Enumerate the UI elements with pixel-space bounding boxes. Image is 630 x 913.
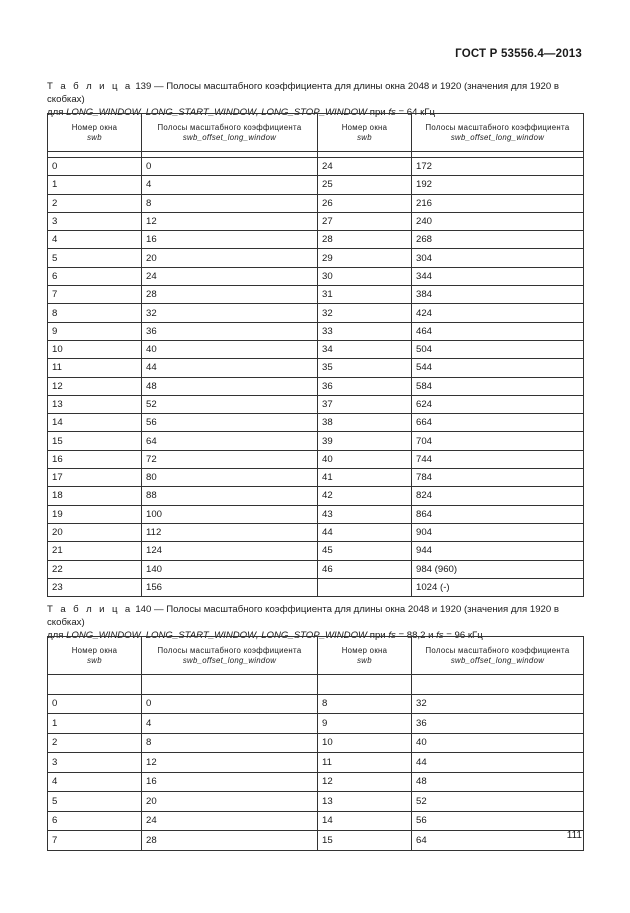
table-cell: 25 <box>318 176 412 194</box>
window-type-long-start: LONG_START_WINDOW, <box>145 107 259 118</box>
table-cell: 19 <box>48 505 142 523</box>
table-row <box>48 831 584 851</box>
table-cell: 13 <box>48 395 142 413</box>
table-cell: 100 <box>142 505 318 523</box>
table-cell: 44 <box>142 359 318 377</box>
table-cell: 0 <box>142 694 318 714</box>
table-cell: 28 <box>142 286 318 304</box>
window-type-long: LONG_WINDOW, <box>66 630 144 641</box>
table-row <box>48 359 584 377</box>
window-type-long: LONG_WINDOW, <box>66 107 144 118</box>
table-cell: 14 <box>48 414 142 432</box>
table-cell: 16 <box>48 450 142 468</box>
table-cell: 0 <box>48 694 142 714</box>
table-cell: 33 <box>318 322 412 340</box>
caption-line-1 <box>47 603 587 629</box>
caption-title: — Полосы масштабного коэффициента для длины окна 2048 и 1920 (значения для 1920 в скобках) <box>47 81 559 105</box>
table-140 <box>47 636 584 851</box>
table-cell: 1 <box>48 714 142 734</box>
table-row <box>48 714 584 734</box>
window-type-long-stop: LONG_STOP_WINDOW <box>261 630 368 641</box>
caption-word: для <box>47 630 64 641</box>
table-cell: 0 <box>48 158 142 176</box>
table-139 <box>47 113 584 597</box>
table-cell: 5 <box>48 792 142 812</box>
table-cell: 52 <box>142 395 318 413</box>
table-cell: 42 <box>318 487 412 505</box>
table-cell: 35 <box>318 359 412 377</box>
table-cell: 28 <box>318 231 412 249</box>
table-cell: 44 <box>318 523 412 541</box>
table-cell: 7 <box>48 831 142 851</box>
table-cell: 704 <box>412 432 584 450</box>
caption-word: при <box>369 107 386 118</box>
table-number: 140 <box>135 604 152 615</box>
table-cell: 13 <box>318 792 412 812</box>
table-row <box>48 811 584 831</box>
table-cell: 4 <box>48 772 142 792</box>
table-cell: 624 <box>412 395 584 413</box>
table-cell: 30 <box>318 267 412 285</box>
table-cell: 8 <box>142 194 318 212</box>
table-cell: 40 <box>142 340 318 358</box>
table-cell: 11 <box>318 753 412 773</box>
table-row <box>48 304 584 322</box>
table-row <box>48 753 584 773</box>
table-cell: 20 <box>142 792 318 812</box>
header-window-number: Номер окна swb <box>318 114 412 152</box>
table-cell: 27 <box>318 212 412 230</box>
table-cell: 48 <box>142 377 318 395</box>
table-cell: 21 <box>48 542 142 560</box>
table-cell: 4 <box>142 714 318 734</box>
table-cell: 6 <box>48 267 142 285</box>
table-row <box>48 772 584 792</box>
table-row <box>48 542 584 560</box>
table-row <box>48 212 584 230</box>
table-cell: 124 <box>142 542 318 560</box>
caption-line-1 <box>47 80 587 106</box>
table-cell: 216 <box>412 194 584 212</box>
table-cell: 40 <box>412 733 584 753</box>
table-row <box>48 469 584 487</box>
table-cell: 824 <box>412 487 584 505</box>
table-cell: 9 <box>48 322 142 340</box>
table-cell: 944 <box>412 542 584 560</box>
window-type-long-stop: LONG_STOP_WINDOW <box>261 107 368 118</box>
table-row <box>48 523 584 541</box>
table-cell: 1 <box>48 176 142 194</box>
table-cell: 9 <box>318 714 412 734</box>
table-cell: 664 <box>412 414 584 432</box>
table-cell: 192 <box>412 176 584 194</box>
table-cell: 32 <box>412 694 584 714</box>
table-cell: 140 <box>142 560 318 578</box>
table-cell: 304 <box>412 249 584 267</box>
table-cell: 984 (960) <box>412 560 584 578</box>
table-cell: 72 <box>142 450 318 468</box>
table-cell: 156 <box>142 578 318 596</box>
table-row <box>48 231 584 249</box>
table-cell: 584 <box>412 377 584 395</box>
sampling-rate-value: = 88,2 и <box>395 630 434 641</box>
table-cell: 34 <box>318 340 412 358</box>
table-cell: 744 <box>412 450 584 468</box>
table-cell: 39 <box>318 432 412 450</box>
table-cell: 32 <box>318 304 412 322</box>
table-cell: 172 <box>412 158 584 176</box>
table-cell: 5 <box>48 249 142 267</box>
table-cell: 16 <box>142 231 318 249</box>
table-cell: 424 <box>412 304 584 322</box>
table-cell: 12 <box>142 753 318 773</box>
table-139-body <box>48 152 584 597</box>
table-cell: 8 <box>142 733 318 753</box>
table-cell: 12 <box>142 212 318 230</box>
table-cell: 40 <box>318 450 412 468</box>
table-cell <box>318 578 412 596</box>
table-row <box>48 194 584 212</box>
table-cell: 16 <box>142 772 318 792</box>
header-window-number: Номер окна swb <box>48 637 142 675</box>
table-cell: 46 <box>318 560 412 578</box>
table-row <box>48 733 584 753</box>
table-header-row <box>48 637 584 675</box>
table-cell: 22 <box>48 560 142 578</box>
sampling-rate-symbol: fs <box>388 107 396 118</box>
table-cell: 80 <box>142 469 318 487</box>
table-row <box>48 432 584 450</box>
sampling-rate-value: = 64 кГц <box>395 107 435 118</box>
page-number: 111 <box>566 830 582 841</box>
sampling-rate-symbol: fs <box>436 630 444 641</box>
table-cell: 12 <box>318 772 412 792</box>
table-cell: 52 <box>412 792 584 812</box>
caption-word: для <box>47 107 64 118</box>
table-cell: 18 <box>48 487 142 505</box>
table-row <box>48 176 584 194</box>
table-cell: 24 <box>318 158 412 176</box>
header-window-number: Номер окна swb <box>318 637 412 675</box>
table-cell: 784 <box>412 469 584 487</box>
table-label: Т а б л и ц а <box>47 81 133 92</box>
table-cell: 38 <box>318 414 412 432</box>
table-cell: 15 <box>318 831 412 851</box>
table-cell: 48 <box>412 772 584 792</box>
table-cell: 0 <box>142 158 318 176</box>
table-cell: 240 <box>412 212 584 230</box>
header-scalefactor-bands: Полосы масштабного коэффициента swb_offset_long_window <box>142 637 318 675</box>
table-cell: 10 <box>48 340 142 358</box>
table-cell: 4 <box>48 231 142 249</box>
table-row <box>48 377 584 395</box>
table-cell: 24 <box>142 811 318 831</box>
table-cell: 2 <box>48 733 142 753</box>
table-cell: 17 <box>48 469 142 487</box>
table-row <box>48 267 584 285</box>
table-cell: 29 <box>318 249 412 267</box>
table-cell: 44 <box>412 753 584 773</box>
table-cell: 20 <box>48 523 142 541</box>
table-cell: 64 <box>142 432 318 450</box>
table-row <box>48 286 584 304</box>
table-cell: 41 <box>318 469 412 487</box>
caption-word: при <box>369 630 386 641</box>
table-cell: 56 <box>412 811 584 831</box>
table-cell: 2 <box>48 194 142 212</box>
header-scalefactor-bands: Полосы масштабного коэффициента swb_offset_long_window <box>142 114 318 152</box>
document-standard-number: ГОСТ Р 53556.4—2013 <box>455 48 582 60</box>
table-row <box>48 792 584 812</box>
table-row <box>48 450 584 468</box>
table-cell: 384 <box>412 286 584 304</box>
table-cell: 36 <box>318 377 412 395</box>
table-cell: 1024 (-) <box>412 578 584 596</box>
table-cell: 28 <box>142 831 318 851</box>
window-type-long-start: LONG_START_WINDOW, <box>145 630 259 641</box>
table-cell: 24 <box>142 267 318 285</box>
table-cell: 37 <box>318 395 412 413</box>
table-row <box>48 694 584 714</box>
table-row <box>48 578 584 596</box>
table-cell: 3 <box>48 212 142 230</box>
table-cell: 45 <box>318 542 412 560</box>
table-row <box>48 505 584 523</box>
table-cell: 31 <box>318 286 412 304</box>
table-cell: 36 <box>412 714 584 734</box>
table-cell: 8 <box>48 304 142 322</box>
header-scalefactor-bands: Полосы масштабного коэффициента swb_offset_long_window <box>412 114 584 152</box>
table-cell: 12 <box>48 377 142 395</box>
table-label: Т а б л и ц а <box>47 604 133 615</box>
table-cell: 14 <box>318 811 412 831</box>
table-cell: 4 <box>142 176 318 194</box>
table-cell: 10 <box>318 733 412 753</box>
sampling-rate-value: = 96 кГц <box>443 630 483 641</box>
table-cell: 3 <box>48 753 142 773</box>
table-cell: 8 <box>318 694 412 714</box>
caption-title: — Полосы масштабного коэффициента для длины окна 2048 и 1920 (значения для 1920 в скобках) <box>47 604 559 628</box>
table-row <box>48 560 584 578</box>
table-row <box>48 322 584 340</box>
table-cell: 7 <box>48 286 142 304</box>
table-number: 139 <box>135 81 152 92</box>
table-cell: 268 <box>412 231 584 249</box>
table-cell: 88 <box>142 487 318 505</box>
table-row <box>48 158 584 176</box>
table-header-row <box>48 114 584 152</box>
sampling-rate-symbol: fs <box>388 630 396 641</box>
table-row <box>48 395 584 413</box>
table-cell: 344 <box>412 267 584 285</box>
table-cell: 464 <box>412 322 584 340</box>
table-row <box>48 340 584 358</box>
header-window-number: Номер окна swb <box>48 114 142 152</box>
table-cell: 43 <box>318 505 412 523</box>
table-cell: 15 <box>48 432 142 450</box>
table-cell: 36 <box>142 322 318 340</box>
table-140-body <box>48 675 584 851</box>
table-cell: 23 <box>48 578 142 596</box>
table-cell: 32 <box>142 304 318 322</box>
table-cell: 20 <box>142 249 318 267</box>
table-cell: 6 <box>48 811 142 831</box>
table-cell: 504 <box>412 340 584 358</box>
table-cell: 64 <box>412 831 584 851</box>
table-cell: 904 <box>412 523 584 541</box>
table-cell: 112 <box>142 523 318 541</box>
table-cell: 56 <box>142 414 318 432</box>
table-row <box>48 487 584 505</box>
header-scalefactor-bands: Полосы масштабного коэффициента swb_offset_long_window <box>412 637 584 675</box>
table-row <box>48 414 584 432</box>
table-cell: 544 <box>412 359 584 377</box>
table-cell: 11 <box>48 359 142 377</box>
table-cell: 864 <box>412 505 584 523</box>
table-row <box>48 249 584 267</box>
table-cell: 26 <box>318 194 412 212</box>
